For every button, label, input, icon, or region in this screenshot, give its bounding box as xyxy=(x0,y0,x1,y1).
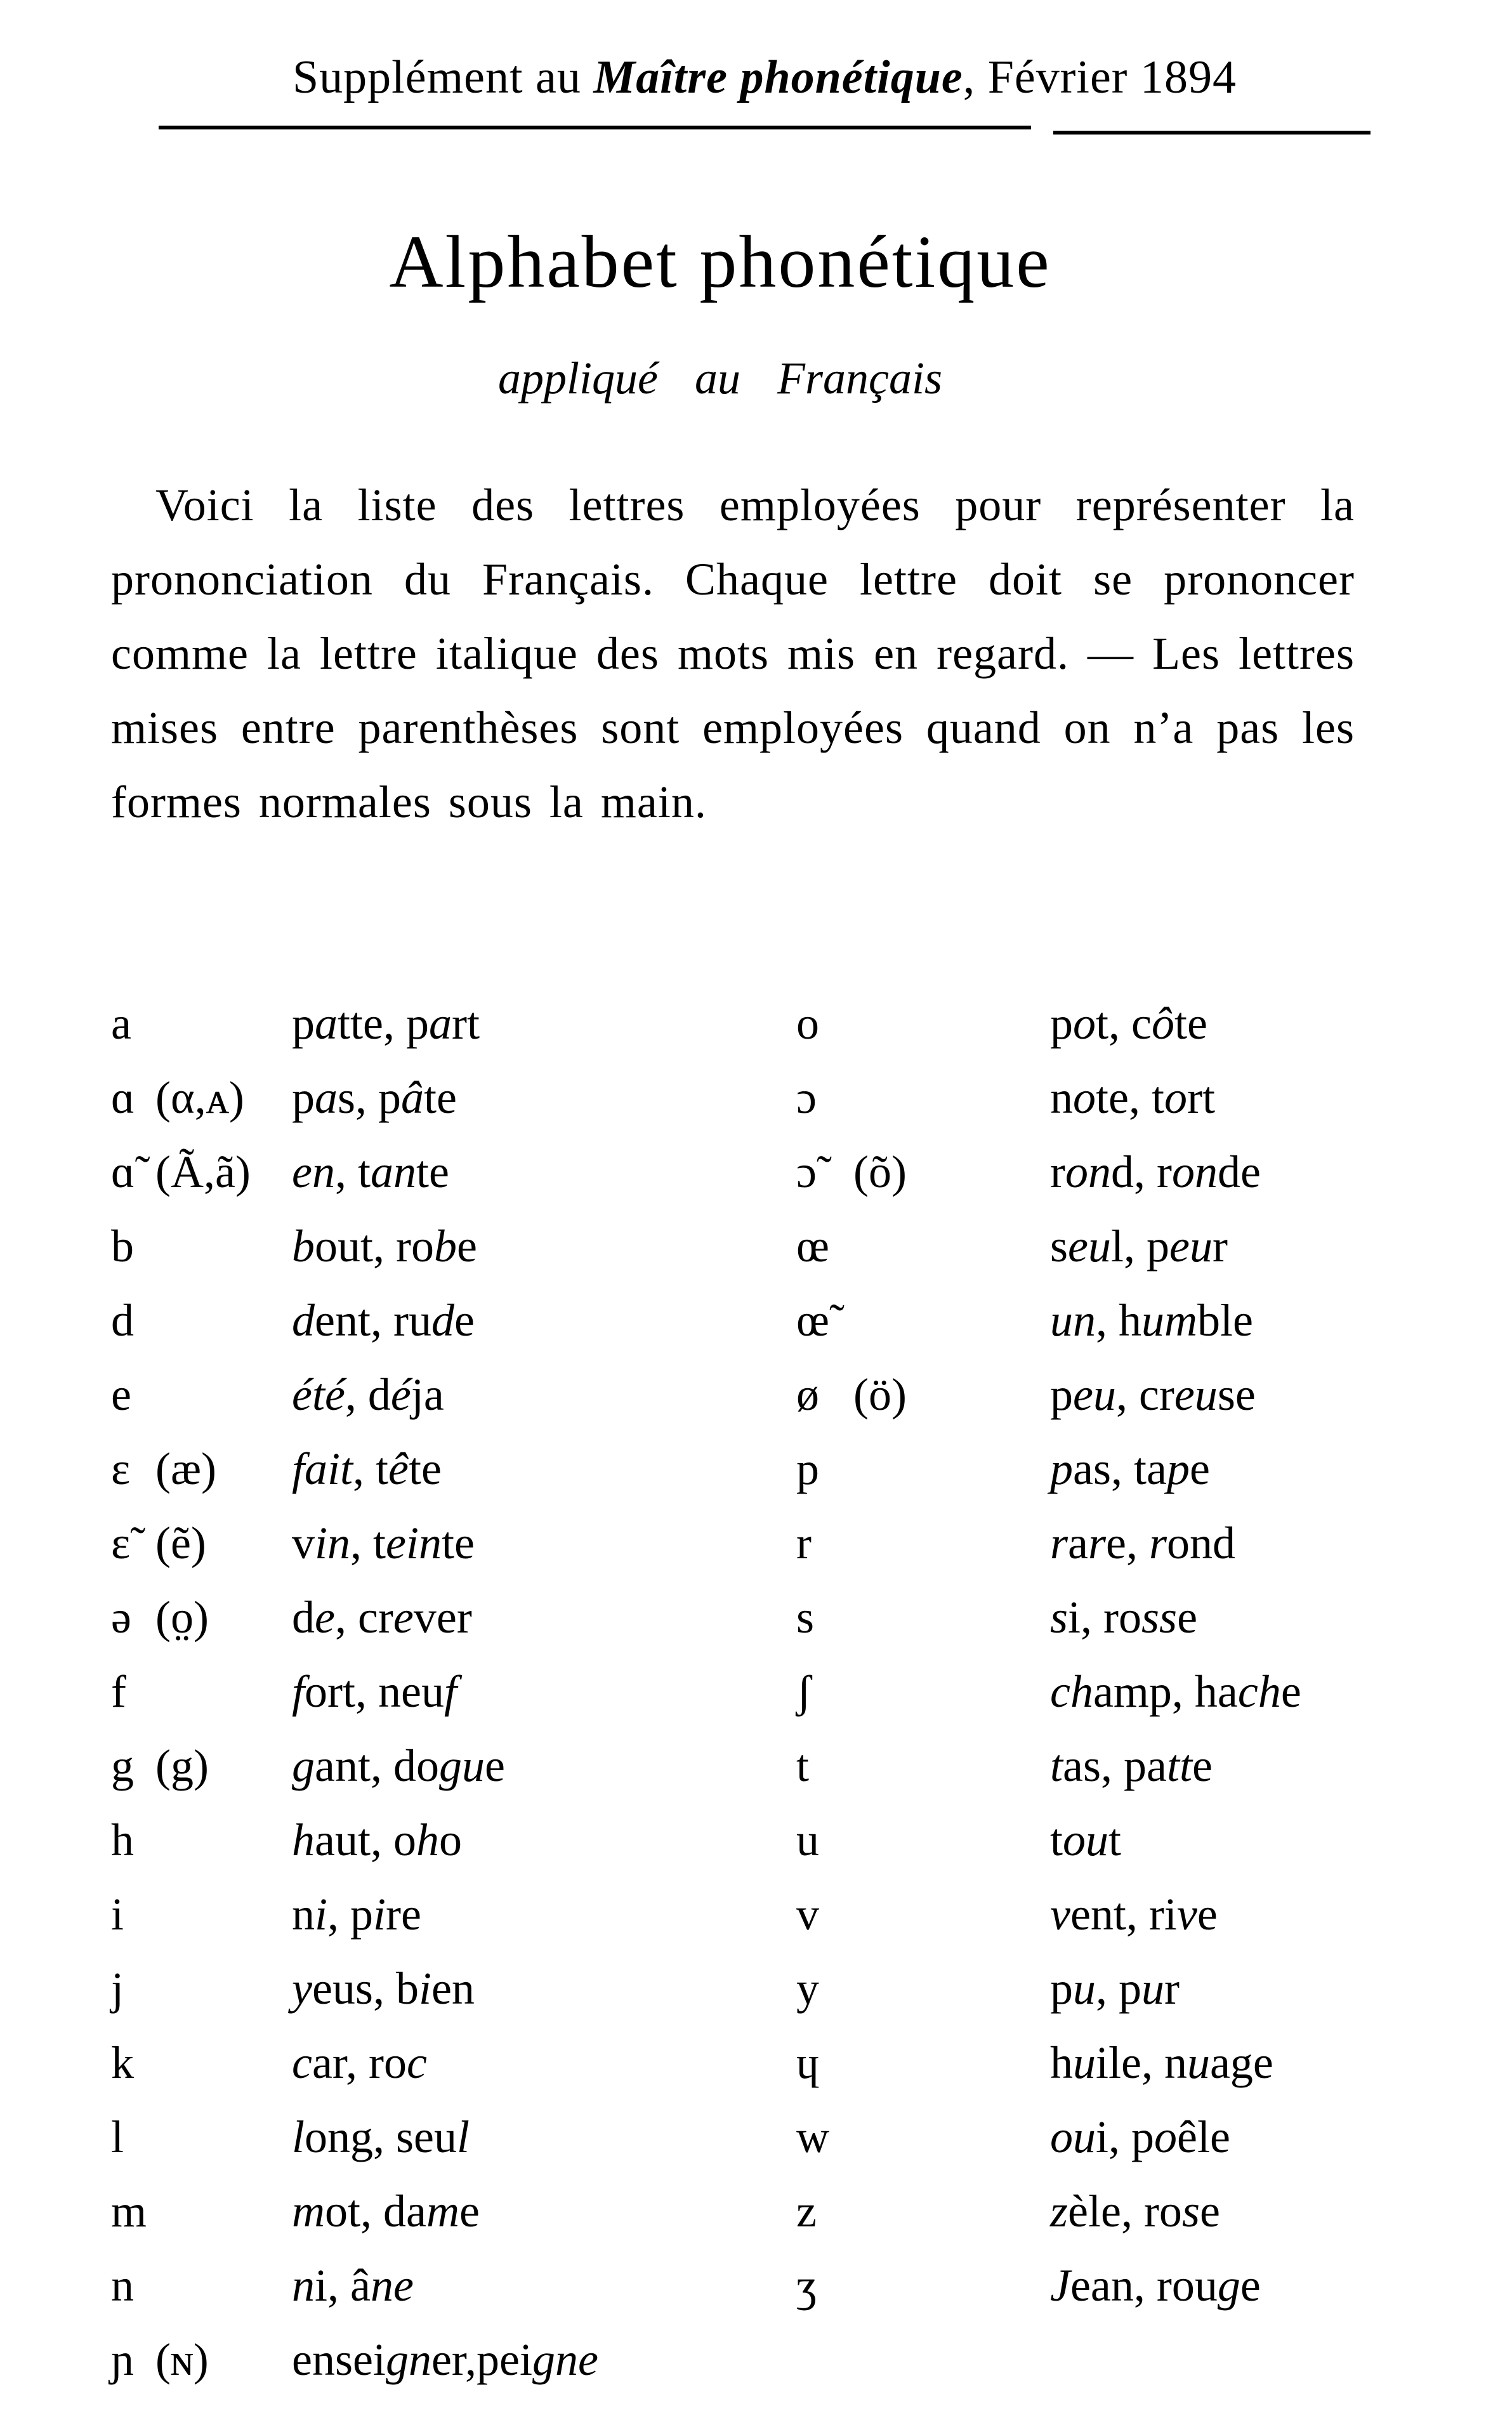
phonetic-symbol: ə xyxy=(111,1592,131,1643)
alternate-symbol: (α,ᴀ) xyxy=(155,1072,244,1123)
example-segment: t xyxy=(1050,1815,1063,1865)
example-italic-segment: ou xyxy=(1063,1815,1109,1865)
example-segment: ong, seu xyxy=(305,2112,457,2162)
phonetic-symbol: i xyxy=(111,1889,124,1940)
example-italic-segment: a xyxy=(315,998,338,1049)
phonetic-symbol: œ xyxy=(796,1221,829,1271)
example-italic-segment: o xyxy=(1154,2112,1178,2162)
example-italic-segment: u xyxy=(1073,2037,1096,2088)
example-italic-segment: ô xyxy=(1151,998,1174,1049)
example-segment: , t xyxy=(353,1443,389,1494)
example-words xyxy=(292,1443,442,1495)
example-segment: o xyxy=(438,1815,462,1865)
example-words xyxy=(1050,1294,1253,1347)
phonetic-symbol: ʒ xyxy=(796,2260,817,2311)
example-segment: ent, ru xyxy=(315,1295,431,1346)
example-segment: , t xyxy=(350,1518,386,1568)
phonetic-symbol: u xyxy=(796,1815,819,1865)
example-words xyxy=(292,1666,457,1718)
example-words xyxy=(1050,997,1207,1050)
example-words xyxy=(1050,1517,1235,1570)
example-segment: age xyxy=(1209,2037,1273,2088)
example-italic-segment: gn xyxy=(385,2334,431,2385)
header-rule xyxy=(1053,131,1371,135)
example-segment: e xyxy=(1192,1740,1213,1791)
example-segment: tte, p xyxy=(338,998,429,1049)
example-italic-segment: s xyxy=(1050,1592,1068,1643)
example-italic-segment: ch xyxy=(1237,1666,1281,1717)
example-segment: as, ta xyxy=(1073,1443,1167,1494)
example-italic-segment: un xyxy=(1050,1295,1096,1346)
example-segment: ensei xyxy=(292,2334,386,2385)
example-segment: te xyxy=(416,1147,449,1197)
example-words xyxy=(1050,1591,1197,1644)
example-italic-segment: m xyxy=(292,2186,325,2237)
example-segment: ja xyxy=(411,1369,444,1420)
example-words xyxy=(1050,1369,1256,1421)
example-italic-segment: u xyxy=(1141,1963,1164,2014)
example-words xyxy=(292,1888,421,1941)
example-segment: e xyxy=(459,2186,480,2237)
phonetic-symbol: ɑ xyxy=(111,1072,135,1123)
example-segment: re xyxy=(386,1889,421,1940)
example-italic-segment: p xyxy=(1166,1443,1190,1494)
example-italic-segment: o xyxy=(1164,1072,1187,1123)
example-segment: , cr xyxy=(334,1592,393,1643)
example-italic-segment: b xyxy=(292,1221,315,1271)
example-segment: l, p xyxy=(1111,1221,1170,1271)
example-segment: s xyxy=(1050,1221,1068,1271)
example-italic-segment: n xyxy=(292,2260,315,2311)
example-segment: , cr xyxy=(1115,1369,1174,1420)
example-segment: i, â xyxy=(315,2260,371,2311)
phonetic-symbol: j xyxy=(111,1963,124,2014)
phonetic-symbol: a xyxy=(111,998,131,1049)
example-italic-segment: o xyxy=(1073,1072,1096,1123)
example-italic-segment: b xyxy=(433,1221,457,1271)
example-italic-segment: gne xyxy=(532,2334,598,2385)
example-segment: te xyxy=(424,1072,457,1123)
example-segment: r xyxy=(1164,1963,1180,2014)
example-words xyxy=(1050,1740,1213,1792)
phonetic-symbol: œ̃ xyxy=(796,1295,829,1346)
example-italic-segment: ch xyxy=(1050,1666,1093,1717)
example-segment: ant, do xyxy=(315,1740,439,1791)
example-segment: h xyxy=(1050,2037,1073,2088)
example-italic-segment: â xyxy=(401,1072,424,1123)
example-segment: e, xyxy=(1106,1518,1149,1568)
example-words xyxy=(292,1146,449,1199)
example-segment: e xyxy=(484,1740,505,1791)
example-italic-segment: h xyxy=(416,1815,439,1865)
example-segment: t xyxy=(1108,1815,1122,1865)
example-italic-segment: c xyxy=(407,2037,427,2088)
phonetic-symbol: ɥ xyxy=(796,2037,819,2088)
example-italic-segment: ou xyxy=(1050,2112,1096,2162)
example-segment: a xyxy=(1068,1518,1088,1568)
example-words xyxy=(1050,1072,1215,1124)
example-segment: rt xyxy=(1187,1072,1215,1123)
example-words xyxy=(1050,1888,1218,1941)
phonetic-symbol: e xyxy=(111,1369,131,1420)
phonetic-symbol: k xyxy=(111,2037,134,2088)
example-segment: e xyxy=(1189,1443,1210,1494)
phonetic-symbol: t xyxy=(796,1740,810,1791)
example-segment: e xyxy=(454,1295,475,1346)
example-italic-segment: v xyxy=(1176,1889,1197,1940)
example-italic-segment: en xyxy=(292,1147,335,1197)
example-italic-segment: r xyxy=(1050,1518,1068,1568)
example-words xyxy=(292,1814,462,1867)
phonetic-symbol: m xyxy=(111,2186,147,2237)
phonetic-symbol: b xyxy=(111,1221,134,1271)
example-segment: aut, o xyxy=(315,1815,416,1865)
example-italic-segment: i xyxy=(315,1889,328,1940)
phonetic-symbol: p xyxy=(796,1443,819,1494)
example-segment: r xyxy=(1050,1147,1065,1197)
example-words xyxy=(292,2037,427,2089)
example-segment: amp, ha xyxy=(1093,1666,1238,1717)
example-words xyxy=(1050,2037,1273,2089)
example-italic-segment: i xyxy=(418,1963,431,2014)
example-words xyxy=(1050,2185,1220,2238)
example-italic-segment: v xyxy=(1050,1889,1070,1940)
example-italic-segment: a xyxy=(428,998,452,1049)
example-segment: p xyxy=(1050,998,1073,1049)
example-italic-segment: i xyxy=(373,1889,386,1940)
phonetic-symbol: h xyxy=(111,1815,134,1865)
example-segment: d xyxy=(292,1592,315,1643)
example-italic-segment: on xyxy=(1065,1147,1111,1197)
example-segment: e xyxy=(1199,2186,1220,2237)
example-segment: , d xyxy=(345,1369,391,1420)
phonetic-symbol: ɛ̃ xyxy=(111,1518,131,1568)
example-italic-segment: p xyxy=(1050,1443,1073,1494)
example-segment: en xyxy=(431,1963,475,2014)
example-words xyxy=(292,1962,475,2015)
example-italic-segment: ê xyxy=(388,1443,409,1494)
example-segment: i, p xyxy=(1096,2112,1155,2162)
example-segment: , t xyxy=(334,1147,371,1197)
example-italic-segment: r xyxy=(1149,1518,1167,1568)
example-italic-segment: ein xyxy=(386,1518,442,1568)
alternate-symbol: (ö) xyxy=(853,1369,907,1420)
example-italic-segment: ss xyxy=(1141,1592,1178,1643)
example-italic-segment: g xyxy=(292,1740,315,1791)
example-words xyxy=(1050,1814,1121,1867)
header-journal: Maître phonétique xyxy=(593,51,963,103)
example-segment: e xyxy=(456,1221,477,1271)
phonetic-symbol: s xyxy=(796,1592,815,1643)
page-title: Alphabet phonétique xyxy=(389,220,1051,303)
example-words xyxy=(292,1220,477,1273)
example-words xyxy=(292,1517,475,1570)
example-segment: ile, n xyxy=(1096,2037,1187,2088)
example-italic-segment: tt xyxy=(1166,1740,1192,1791)
phonetic-symbol: o xyxy=(796,998,819,1049)
phonetic-symbol: y xyxy=(796,1963,819,2014)
example-segment: p xyxy=(292,998,315,1049)
example-words xyxy=(1050,1146,1261,1199)
example-italic-segment: e xyxy=(315,1592,335,1643)
example-words xyxy=(292,2259,414,2312)
example-italic-segment: f xyxy=(444,1666,457,1717)
example-segment: ean, rou xyxy=(1070,2260,1218,2311)
example-italic-segment: f xyxy=(292,1666,305,1717)
example-italic-segment: a xyxy=(315,1072,338,1123)
example-words xyxy=(292,997,480,1050)
phonetic-symbol: ɲ xyxy=(111,2334,134,2385)
example-segment: ar, ro xyxy=(312,2037,407,2088)
example-italic-segment: fait xyxy=(292,1443,353,1494)
example-italic-segment: z xyxy=(1050,2186,1068,2237)
alternate-symbol: (õ) xyxy=(853,1147,907,1197)
example-segment: êle xyxy=(1177,2112,1230,2162)
phonetic-symbol: r xyxy=(796,1518,812,1568)
alternate-symbol: (ɴ) xyxy=(155,2334,209,2385)
example-segment: n xyxy=(1050,1072,1073,1123)
phonetic-symbol: n xyxy=(111,2260,134,2311)
phonetic-symbol: f xyxy=(111,1666,126,1717)
phonetic-symbol: ʃ xyxy=(796,1666,812,1717)
example-segment: te xyxy=(442,1518,475,1568)
example-italic-segment: d xyxy=(292,1295,315,1346)
example-italic-segment: eu xyxy=(1068,1221,1111,1271)
phonetic-symbol: l xyxy=(111,2112,124,2162)
phonetic-symbol: ɛ xyxy=(111,1443,131,1494)
header-rule xyxy=(159,126,1031,129)
phonetic-symbol: z xyxy=(796,2186,817,2237)
phonetic-symbol: d xyxy=(111,1295,134,1346)
example-segment: èle, ro xyxy=(1068,2186,1182,2237)
example-words xyxy=(1050,1220,1228,1273)
example-segment: er,pei xyxy=(431,2334,532,2385)
example-italic-segment: u xyxy=(1073,1963,1096,2014)
example-segment: te xyxy=(1174,998,1207,1049)
example-words xyxy=(1050,2259,1261,2312)
example-segment: out, ro xyxy=(315,1221,434,1271)
example-words xyxy=(1050,1962,1180,2015)
example-italic-segment: c xyxy=(292,2037,312,2088)
example-italic-segment: été xyxy=(292,1369,345,1420)
alternate-symbol: (ẽ) xyxy=(155,1518,206,1568)
example-segment: as, pa xyxy=(1063,1740,1167,1791)
example-segment: ble xyxy=(1197,1295,1253,1346)
example-words xyxy=(292,1740,505,1792)
header-suffix: , Février 1894 xyxy=(963,51,1237,103)
example-italic-segment: h xyxy=(292,1815,315,1865)
example-segment: eus, b xyxy=(312,1963,419,2014)
phonetic-symbol: v xyxy=(796,1889,819,1940)
example-segment: , p xyxy=(327,1889,374,1940)
example-italic-segment: t xyxy=(1050,1740,1063,1791)
example-italic-segment: in xyxy=(315,1518,351,1568)
example-italic-segment: l xyxy=(292,2112,305,2162)
example-words xyxy=(292,2111,470,2164)
phonetic-symbol: w xyxy=(796,2112,829,2162)
example-segment: e xyxy=(1177,1592,1198,1643)
phonetic-symbol: ɑ̃ xyxy=(111,1147,135,1197)
example-italic-segment: e xyxy=(393,1592,414,1643)
example-italic-segment: u xyxy=(1187,2037,1210,2088)
running-header xyxy=(165,51,1364,105)
example-words xyxy=(292,1591,472,1644)
intro-paragraph: Voici la liste des lettres employées pour représenter la prononciation du Français. Chaque lettre doit se prononcer comme la lettre italique des mots mis en regard. — Les lettres mises entre parenthèses sont employées quand on n’a pas les formes normales sous la main. xyxy=(111,480,1355,827)
example-segment: i, ro xyxy=(1068,1592,1142,1643)
example-words xyxy=(292,2334,598,2386)
phonetic-symbol: ø xyxy=(796,1369,819,1420)
example-segment: e xyxy=(1240,2260,1261,2311)
example-italic-segment: eu xyxy=(1174,1369,1218,1420)
example-italic-segment: J xyxy=(1050,2260,1070,2311)
example-words xyxy=(1050,1666,1301,1718)
alternate-symbol: (g) xyxy=(155,1740,209,1791)
example-italic-segment: é xyxy=(390,1369,411,1420)
example-segment: se xyxy=(1217,1369,1256,1420)
alternate-symbol: (Ã,ã) xyxy=(155,1147,251,1197)
example-segment: s, p xyxy=(338,1072,402,1123)
example-segment: p xyxy=(1050,1963,1073,2014)
example-italic-segment: m xyxy=(426,2186,459,2237)
example-segment: n xyxy=(292,1889,315,1940)
example-italic-segment: eu xyxy=(1073,1369,1116,1420)
example-segment: r xyxy=(1212,1221,1228,1271)
example-segment: ond xyxy=(1167,1518,1236,1568)
example-segment: p xyxy=(292,1072,315,1123)
example-words xyxy=(292,1369,444,1421)
example-italic-segment: y xyxy=(292,1963,312,2014)
example-segment: ent, ri xyxy=(1070,1889,1177,1940)
example-italic-segment: um xyxy=(1141,1295,1197,1346)
example-segment: t, c xyxy=(1096,998,1152,1049)
example-italic-segment: o xyxy=(1073,998,1096,1049)
example-italic-segment: s xyxy=(1181,2186,1200,2237)
example-words xyxy=(292,1294,475,1347)
example-italic-segment: ne xyxy=(370,2260,414,2311)
example-segment: ot, da xyxy=(325,2186,426,2237)
example-segment: , p xyxy=(1096,1963,1141,2014)
example-words xyxy=(1050,1443,1210,1495)
example-italic-segment: an xyxy=(370,1147,416,1197)
example-italic-segment: g xyxy=(1217,2260,1240,2311)
example-segment: te xyxy=(409,1443,442,1494)
phonetic-symbol: ɔ xyxy=(796,1072,817,1123)
example-segment: , h xyxy=(1096,1295,1141,1346)
phonetic-symbol: ɔ̃ xyxy=(796,1147,817,1197)
example-segment: p xyxy=(1050,1369,1073,1420)
example-segment: de xyxy=(1217,1147,1261,1197)
header-prefix: Supplément au xyxy=(293,51,594,103)
phonetic-symbol: g xyxy=(111,1740,134,1791)
example-words xyxy=(292,1072,457,1124)
example-italic-segment: l xyxy=(457,2112,470,2162)
alternate-symbol: (o̤) xyxy=(155,1592,209,1643)
example-segment: te, t xyxy=(1096,1072,1164,1123)
example-segment: d, r xyxy=(1110,1147,1172,1197)
example-segment: e xyxy=(1197,1889,1218,1940)
example-italic-segment: d xyxy=(431,1295,454,1346)
example-italic-segment: eu xyxy=(1169,1221,1213,1271)
page-subtitle: appliqué au Français xyxy=(498,353,942,404)
example-words xyxy=(292,2185,480,2238)
example-words xyxy=(1050,2111,1230,2164)
example-segment: ver xyxy=(413,1592,472,1643)
example-segment: rt xyxy=(451,998,480,1049)
example-italic-segment: gu xyxy=(438,1740,485,1791)
example-italic-segment: on xyxy=(1171,1147,1218,1197)
example-segment: ort, neu xyxy=(305,1666,444,1717)
example-italic-segment: r xyxy=(1088,1518,1107,1568)
example-segment: v xyxy=(292,1518,315,1568)
alternate-symbol: (æ) xyxy=(155,1443,216,1494)
example-segment: e xyxy=(1280,1666,1301,1717)
